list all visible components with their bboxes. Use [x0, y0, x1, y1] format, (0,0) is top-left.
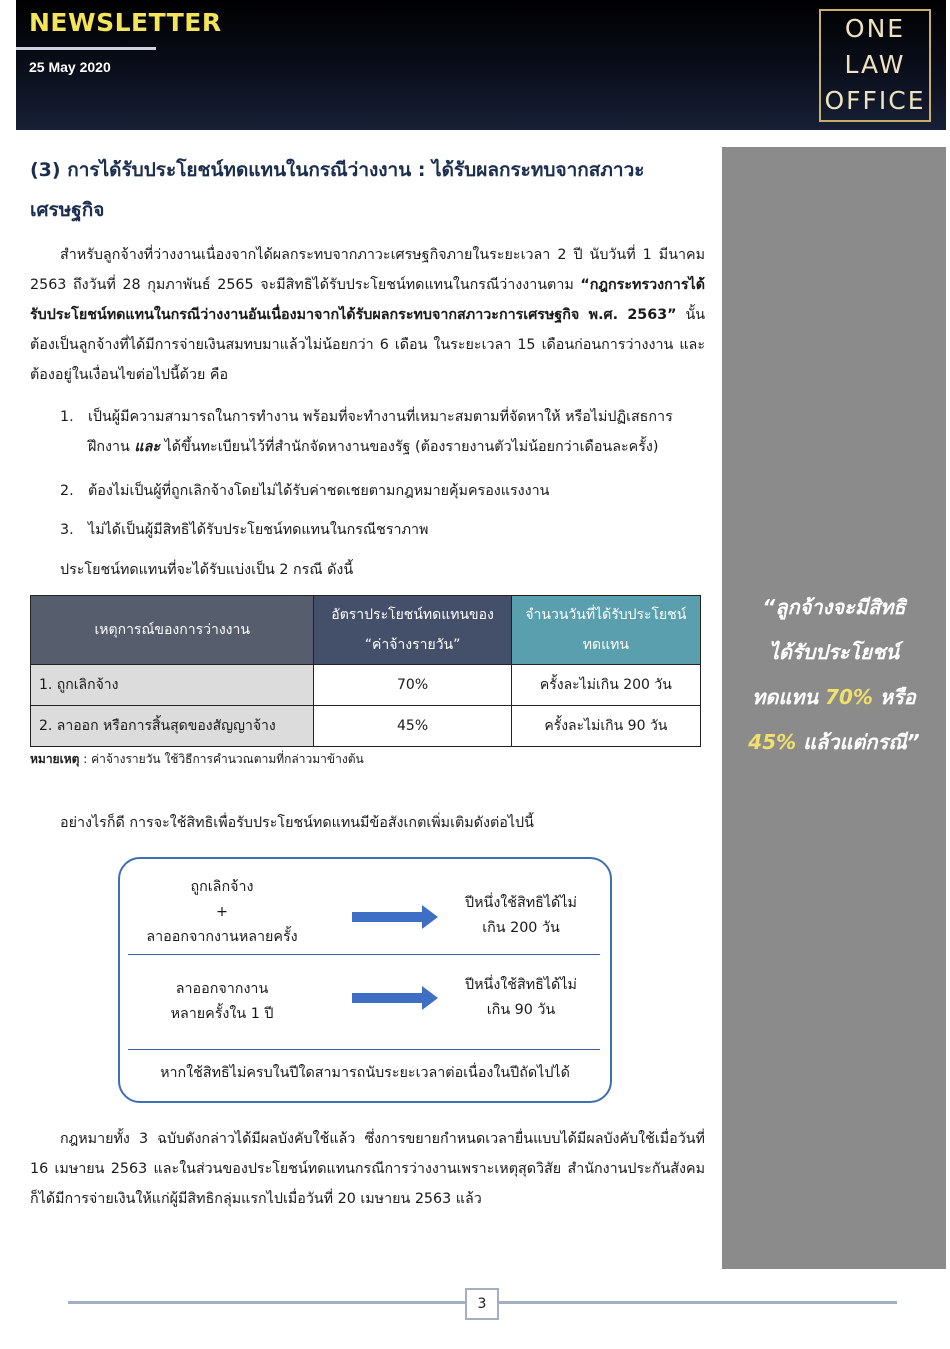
- quote-line-3-start: ทดแทน: [752, 685, 826, 709]
- row1-left-plus: +: [216, 904, 228, 920]
- rights-diagram: [118, 857, 612, 1103]
- row2-left-line2: หลายครั้งใน 1 ปี: [170, 1006, 274, 1022]
- row2-left-line1: ลาออกจากงาน: [175, 981, 269, 997]
- benefit-table: [30, 595, 701, 747]
- list-item-number: 3.: [60, 522, 74, 538]
- cell-event: 2. ลาออก หรือการสิ้นสุดของสัญญาจ้าง: [31, 706, 314, 747]
- diagram-divider: [128, 1049, 600, 1050]
- cell-rate: 70%: [314, 665, 511, 706]
- quote-highlight-70: 70%: [825, 685, 873, 709]
- conditions-list: [60, 402, 705, 545]
- diagram-divider: [128, 954, 600, 955]
- list-item-number: 2.: [60, 483, 74, 499]
- arrow-right-icon: [352, 986, 440, 1010]
- row1-left-line3: ลาออกจากงานหลายครั้ง: [146, 929, 298, 945]
- condition-1-text-a: เป็นผู้มีความสามารถในการทำงาน พร้อมที่จะทำงานที่เหมาะสมตามที่จัดหาให้ หรือไม่ปฏิเสธการฝึกงาน: [88, 409, 673, 455]
- condition-1-conjunction: และ: [134, 439, 161, 455]
- diagram-footer: หากใช้สิทธิไม่ครบในปีใดสามารถนับระยะเวลาต่อเนื่องในปีถัดไปได้: [160, 1065, 570, 1081]
- quote-line-3: [722, 675, 946, 720]
- footer-rule-right: [499, 1301, 897, 1304]
- condition-3-text: ไม่ได้เป็นผู้มีสิทธิได้รับประโยชน์ทดแทนในกรณีชราภาพ: [88, 522, 429, 538]
- cell-rate: 45%: [314, 706, 511, 747]
- sidebar-panel: [722, 147, 946, 1269]
- col-header-rate: อัตราประโยชน์ทดแทนของ “ค่าจ้างรายวัน”: [314, 596, 511, 665]
- row2-right-line2: เกิน 90 วัน: [486, 1002, 556, 1018]
- closing-paragraph: กฎหมายทั้ง 3 ฉบับดังกล่าวได้มีผลบังคับใช้แล้ว ซึ่งการขยายกำหนดเวลายื่นแบบได้มีผลบังคับใช้เมื่อวันที่ 16 เมษายน 2563 และในส่วนของประโยชน์ทดแทนกรณีการว่างงานเพราะเหตุสุดวิสัย สำนักงานประกันสังคมก็ได้มีการจ่ายเงินให้แก่ผู้มีสิทธิกลุ่มแรกไปเมื่อวันที่ 20 เมษายน 2563 แล้ว: [30, 1131, 705, 1207]
- quote-line-4-end: แล้วแต่กรณี”: [796, 730, 920, 754]
- quote-line-4: [722, 720, 946, 765]
- quote-line-3-end: หรือ: [872, 685, 916, 709]
- intro-paragraph: [30, 240, 705, 390]
- table-header-row: [31, 596, 701, 665]
- intro-text-a: สำหรับลูกจ้างที่ว่างงานเนื่องจากได้ผลกระทบจากภาวะเศรษฐกิจภายในระยะเวลา 2 ปี นับวันที่ 1 มีนาคม 2563 ถึงวันที่ 28 กุมภาพันธ์ 2565 จะมีสิทธิได้รับประโยชน์ทดแทนในกรณีว่างงานตาม: [30, 247, 705, 293]
- newsletter-title: NEWSLETTER: [29, 8, 222, 37]
- list-item: [60, 402, 705, 462]
- arrow-right-icon: [352, 905, 440, 929]
- newsletter-header: [16, 0, 946, 130]
- logo-line-office: OFFICE: [824, 86, 926, 115]
- table-row: [31, 706, 701, 747]
- quote-highlight-45: 45%: [748, 730, 797, 754]
- quote-line-2: ได้รับประโยชน์: [768, 640, 900, 664]
- col-header-days: จำนวนวันที่ได้รับประโยชน์ทดแทน: [511, 596, 700, 665]
- row1-right-line2: เกิน 200 วัน: [482, 920, 560, 936]
- table-note: [30, 750, 364, 769]
- intro-regulation-title: “กฎกระทรวงการได้รับประโยชน์ทดแทนในกรณีว่างงานอันเนื่องมาจากได้รับผลกระทบจากสภาวะการเศรษฐกิจ พ.ศ. 2563”: [30, 277, 705, 323]
- benefit-intro: ประโยชน์ทดแทนที่จะได้รับแบ่งเป็น 2 กรณี ดังนี้: [60, 562, 354, 578]
- diagram-row2-left: [134, 977, 310, 1027]
- logo-line-one: ONE: [844, 14, 906, 43]
- sidebar-quote: [722, 585, 946, 765]
- list-item: [60, 515, 705, 545]
- diagram-row1-right: [446, 891, 596, 941]
- condition-2-text: ต้องไม่เป็นผู้ที่ถูกเลิกจ้างโดยไม่ได้รับค่าชดเชยตามกฎหมายคุ้มครองแรงงาน: [88, 483, 550, 499]
- intro-text-b: นั้น ต้องเป็นลูกจ้างที่ได้มีการจ่ายเงินสมทบมาแล้วไม่น้อยกว่า 6 เดือน ในระยะเวลา 15 เดือนก่อนการว่างงาน และต้องอยู่ในเงื่อนไขต่อไปนี้ด้วย คือ: [30, 307, 706, 383]
- row1-left-line1: ถูกเลิกจ้าง: [190, 879, 254, 895]
- cell-event: 1. ถูกเลิกจ้าง: [31, 665, 314, 706]
- col-header-event: เหตุการณ์ของการว่างงาน: [31, 596, 314, 665]
- firm-logo: [819, 9, 931, 122]
- note-text: : ค่าจ้างรายวัน ใช้วิธีการคำนวณตามที่กล่าวมาข้างต้น: [79, 752, 364, 766]
- list-item-number: 1.: [60, 409, 74, 425]
- diagram-row2-right: [446, 973, 596, 1023]
- cell-days: ครั้งละไม่เกิน 90 วัน: [511, 706, 700, 747]
- condition-1-text-c: ได้ขึ้นทะเบียนไว้ที่สำนักจัดหางานของรัฐ (ต้องรายงานตัวไม่น้อยกว่าเดือนละครั้ง): [160, 439, 659, 455]
- footer-rule-left: [68, 1301, 465, 1304]
- table-row: [31, 665, 701, 706]
- logo-line-law: LAW: [844, 50, 906, 79]
- title-underline: [16, 47, 156, 50]
- cell-days: ครั้งละไม่เกิน 200 วัน: [511, 665, 700, 706]
- section-heading: (3) การได้รับประโยชน์ทดแทนในกรณีว่างงาน : ได้รับผลกระทบจากสภาวะเศรษฐกิจ: [30, 159, 645, 221]
- diagram-row1-left: [134, 875, 310, 950]
- row2-right-line1: ปีหนึ่งใช้สิทธิได้ไม่: [465, 977, 577, 993]
- newsletter-date: 25 May 2020: [29, 59, 111, 75]
- list-item: [60, 476, 705, 506]
- row1-right-line1: ปีหนึ่งใช้สิทธิได้ไม่: [465, 895, 577, 911]
- note-label: หมายเหตุ: [30, 752, 80, 766]
- quote-line-1: “ลูกจ้างจะมีสิทธิ: [762, 595, 906, 619]
- observation-intro: อย่างไรก็ดี การจะใช้สิทธิเพื่อรับประโยชน์ทดแทนมีข้อสังเกตเพิ่มเติมดังต่อไปนี้: [60, 815, 534, 831]
- page-number: 3: [465, 1288, 499, 1320]
